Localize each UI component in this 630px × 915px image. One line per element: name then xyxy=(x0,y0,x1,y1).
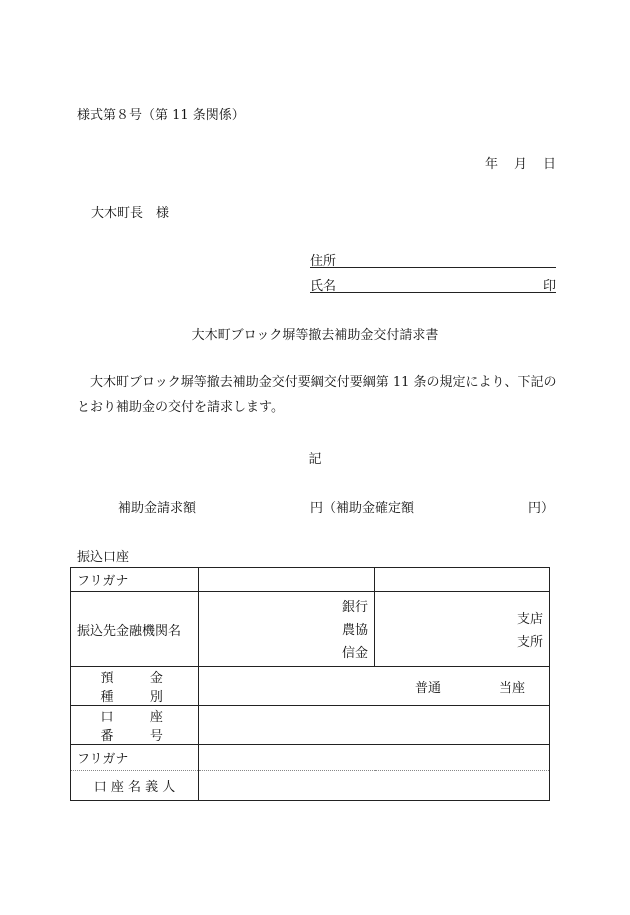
bank-type: 信金 xyxy=(341,646,368,661)
account-holder-cell[interactable] xyxy=(199,771,550,801)
confirmed-amount-open: 円（補助金確定額 xyxy=(310,501,415,516)
year-label: 年 xyxy=(485,157,499,172)
account-section-title: 振込口座 xyxy=(77,550,130,565)
confirmed-amount-close: 円） xyxy=(528,501,555,516)
name-field[interactable] xyxy=(310,275,556,293)
deposit-type-ordinary[interactable]: 普通 xyxy=(414,680,441,696)
deposit-type-label: 預 金 種 別 xyxy=(71,667,199,706)
bank-label: 振込先金融機関名 xyxy=(71,592,199,667)
account-holder-label: 口 座 名 義 人 xyxy=(71,771,199,801)
address-field[interactable] xyxy=(310,250,556,268)
form-number: 様式第８号（第 11 条関係） xyxy=(77,108,245,123)
deposit-type-cell[interactable] xyxy=(199,667,550,706)
furigana-label: フリガナ xyxy=(71,568,199,592)
branch-type: 支所 xyxy=(516,635,543,650)
body-paragraph: 大木町ブロック塀等撤去補助金交付要綱交付要綱第 11 条の規定により、下記のとおり補助金の交付を請求します。 xyxy=(77,375,557,415)
bank-furigana-cell[interactable] xyxy=(199,568,375,592)
holder-furigana-cell[interactable] xyxy=(199,745,550,771)
claim-amount-label: 補助金請求額 xyxy=(118,501,197,516)
account-table xyxy=(70,567,550,801)
name-label: 氏名 xyxy=(310,279,337,294)
bank-name-cell[interactable] xyxy=(199,592,375,667)
bank-type: 銀行 xyxy=(341,600,368,615)
account-number-label: 口 座 番 号 xyxy=(71,706,199,745)
bank-type: 農協 xyxy=(341,623,368,638)
holder-furigana-label: フリガナ xyxy=(71,745,199,771)
account-number-cell[interactable] xyxy=(199,706,550,745)
date-line xyxy=(485,153,556,172)
branch-furigana-cell[interactable] xyxy=(375,568,550,592)
ki-heading: 記 xyxy=(308,452,322,467)
bank-types xyxy=(342,596,368,665)
deposit-type-current[interactable]: 当座 xyxy=(499,680,526,696)
branch-types xyxy=(517,608,543,654)
seal-label: 印 xyxy=(542,279,556,294)
branch-name-cell[interactable] xyxy=(375,592,550,667)
document-title: 大木町ブロック塀等撤去補助金交付請求書 xyxy=(191,328,439,343)
branch-type: 支店 xyxy=(516,612,543,627)
address-label: 住所 xyxy=(310,254,337,269)
addressee: 大木町長 様 xyxy=(91,206,170,221)
month-label: 月 xyxy=(514,157,528,172)
day-label: 日 xyxy=(543,157,557,172)
